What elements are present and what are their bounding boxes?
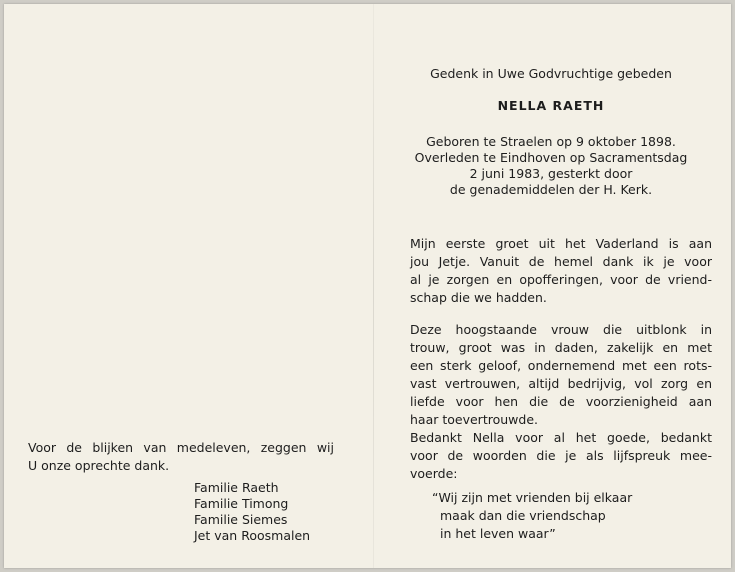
- paragraph-line: een sterk geloof, ondernemend met een rots-: [410, 358, 712, 373]
- paragraph-line: schap die we hadden.: [410, 290, 547, 305]
- life-line: Overleden te Eindhoven op Sacramentsdag: [414, 150, 688, 165]
- thanks-line: U onze oprechte dank.: [28, 458, 170, 473]
- life-line: de genademiddelen der H. Kerk.: [449, 182, 653, 197]
- card-fold: [373, 4, 374, 568]
- quote-line: “Wij zijn met vrienden bij elkaar: [432, 490, 633, 505]
- paragraph-line: al je zorgen en opofferingen, voor de vriend-: [410, 272, 712, 287]
- paragraph-line: jou Jetje. Vanuit de hemel dank ik je voor: [410, 254, 712, 269]
- paragraph-line: trouw, groot was in daden, zakelijk en met: [410, 340, 712, 355]
- life-line: Geboren te Straelen op 9 oktober 1898.: [426, 134, 676, 149]
- paragraph-line: voerde:: [410, 466, 458, 481]
- family-name: Familie Raeth: [194, 480, 279, 495]
- paragraph-line: Deze hoogstaande vrouw die uitblonk in: [410, 322, 712, 337]
- life-line: 2 juni 1983, gesterkt door: [469, 166, 633, 181]
- memorial-card: [4, 4, 731, 568]
- quote-line: maak dan die vriendschap: [440, 508, 606, 523]
- paragraph-line: liefde voor hen die de voorzienigheid aan: [410, 394, 712, 409]
- paragraph-line: Mijn eerste groet uit het Vaderland is aan: [410, 236, 712, 251]
- family-name: Familie Timong: [194, 496, 289, 511]
- family-name: Jet van Roosmalen: [194, 528, 311, 543]
- thanks-line: Voor de blijken van medeleven, zeggen wij: [28, 440, 334, 455]
- paragraph-line: voor de woorden die je als lijfspreuk mee-: [410, 448, 712, 463]
- paragraph-line: Bedankt Nella voor al het goede, bedankt: [410, 430, 712, 445]
- family-name: Familie Siemes: [194, 512, 288, 527]
- paragraph-line: haar toevertrouwde.: [410, 412, 538, 427]
- paragraph-line: vast vertrouwen, altijd bedrijvig, vol zorg en: [410, 376, 712, 391]
- quote-line: in het leven waar”: [440, 526, 556, 541]
- deceased-name: NELLA RAETH: [497, 98, 605, 113]
- intro-text: Gedenk in Uwe Godvruchtige gebeden: [430, 66, 672, 81]
